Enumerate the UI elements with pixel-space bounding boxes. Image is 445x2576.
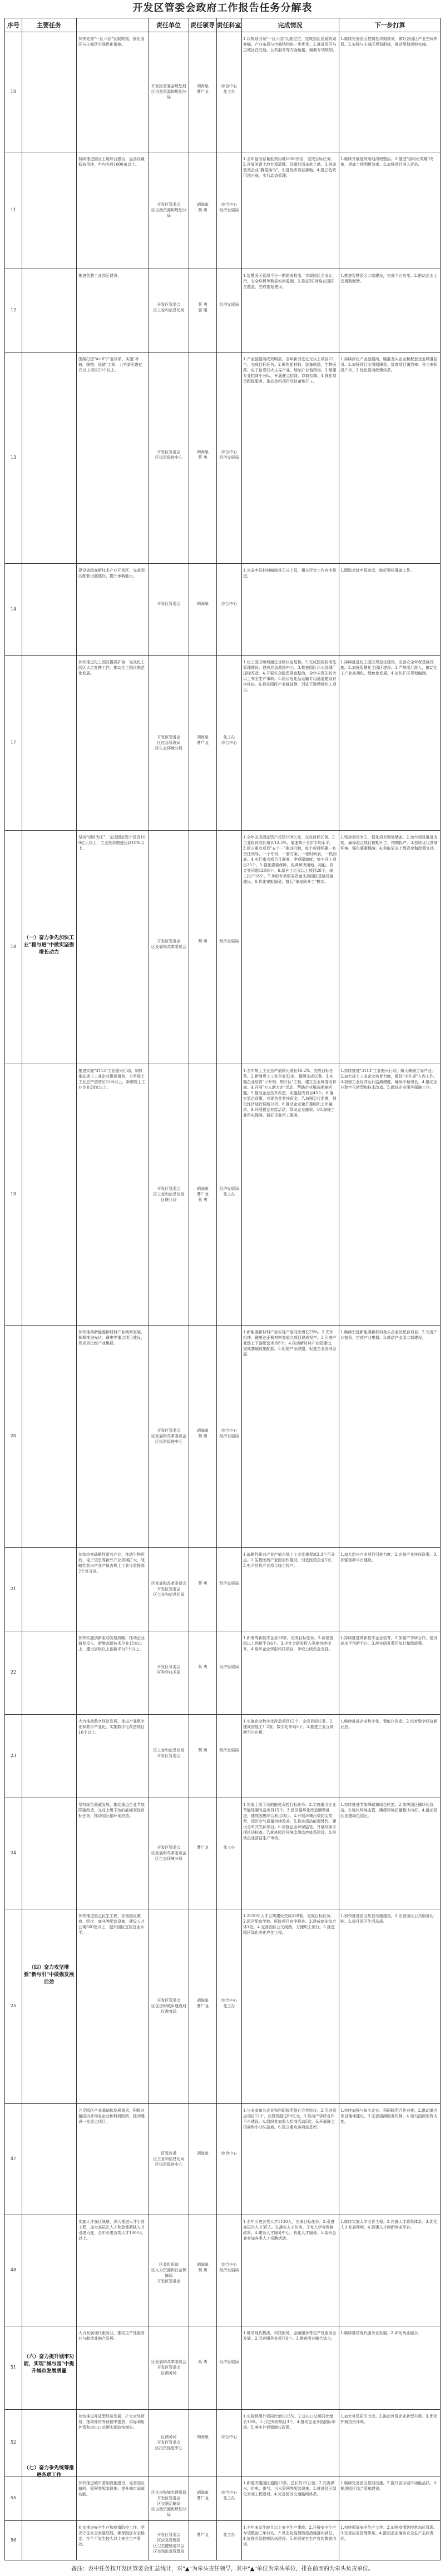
row-unit: 区住房和城乡建设局 开发区管委会 区交通运输局 区自然资源和规划分局 — [151, 2490, 186, 2517]
row-unit: 开发区管委会 区发展和改革委员会 区生态环境分局 — [151, 1845, 186, 1861]
row-next: 1.持续深化产业链招商，瞄准龙头企业和配套企业精准招引。2.加强项目全周期服务，提高项目履约率、开工率和投产率。3.优化招商政策体系。 — [340, 357, 438, 373]
row-task: 实施人才强区战略，深入推进人才引育工程，加大高层次人才和急需紧缺人才引进力度，全年引进各类人才1000人以上。 — [78, 2220, 145, 2241]
row-unit: 开发区管委会 区应急管理局 区卫生健康委员会 区市场监督管理局 — [153, 2532, 185, 2554]
row-task: 扎实推进安全生产和疫情防控工作，坚决守住安全发展底线，确保园区安全稳定，全年不发生较大以上安全生产事故。 — [78, 2525, 145, 2547]
row-dept: 化工办 综合中心 — [221, 734, 237, 745]
row-seq: 56 — [10, 2537, 17, 2543]
row-next: 1.继续推动现代服务业发展。2.深化两业融合。 — [340, 2331, 422, 2335]
row-unit: 开发区管委会 区科学技术局 — [157, 1665, 181, 1675]
row-unit: 开发区管委会 区发展和改革委员会 — [151, 939, 186, 949]
header-task: 主要任务 — [37, 22, 61, 29]
row-task: 加快推动新能源新材料产业集聚发展，积极推进光伏、锂电等重点项目建设，形成百亿级产业集群。 — [78, 1330, 145, 1346]
row-seq: 11 — [10, 207, 17, 212]
row-lead: 胡海泉 蔡 勇 — [197, 2262, 209, 2272]
row-seq: 18 — [10, 944, 17, 949]
row-dept: 综合中心 化工办 — [221, 2490, 237, 2500]
row-dept: 综合中心 — [221, 2151, 237, 2156]
row-seq: 17 — [10, 739, 17, 745]
row-divider — [5, 1714, 440, 1715]
row-divider — [5, 830, 440, 831]
row-status: 1.以规划引领"一区六园"功能定位，完成园区发展规划修编，产业布局与空间结构进一步优化。2.推进园区与主城区在交通、公共服务等方面衔接，编制专项规划。 — [243, 37, 337, 52]
row-task: 推进智慧工业园区建设。 — [78, 274, 121, 278]
row-status: 1.智慧园区管理平台一期建成投用，实现园区企业运行、安全环保等数据实时监测。2.推进5G网络在园区全覆盖，完成基站建设。 — [243, 274, 334, 289]
row-task: 加快推进化工园区提质扩容，完成化工园区认定复核工作，推动化工园区规范化发展。 — [78, 660, 145, 676]
row-unit: 开发区管委会 区应急管理局 区生态环境分局 — [155, 734, 182, 751]
page-title: 开发区管委会政府工作报告任务分解表 — [132, 2, 313, 14]
row-task: 加快实施创新驱动发展战略，推动企业研发投入，新增高新技术企业15家以上，建设省级以上创新平台5个以上。 — [78, 1636, 145, 1651]
row-status: 1.新建改建园区道路12条，总长约25公里。2.完善供水、供电、供气、污水管网等配套设施。3.推进园区绿化景观工程建设。4.完善园区交通路网体系。 — [243, 2481, 337, 2496]
row-seq: 51 — [10, 2365, 17, 2370]
row-unit: 开发区管委会 区工业和信息化局 — [153, 302, 185, 312]
row-dept: 综合中心 经济发展局 — [219, 450, 239, 460]
row-next: 1.跟踪对接申报进度，做好迎检准备工作。 — [340, 568, 414, 573]
row-seq: 24 — [10, 1850, 17, 1855]
row-status: 1.推动现代物流、科技服务、金融服务等生产性服务业发展。2.引进服务业项目6个。3.推进两业融合试点。 — [243, 2331, 337, 2341]
row-divider — [5, 352, 440, 353]
row-lead: 胡海泉 曹广龙 蔡 勇 — [197, 1187, 209, 1202]
row-status: 1.新能源新材料产业实现产值同比增长25%。2.光伏组件、锂电池正极材料等重点项目建成投产。3.引进产业链上下游配套项目8个。4.推动新材料产业园建设，完成基础设施配套。5.组建产业联盟，促进企业协同发展。 — [243, 1330, 337, 1357]
row-task: 推进实施"3113"工业振兴行动，加快推动规上工业企业提质增效，力争规上工业总产值增长15%以上，新增规上工业企业30家以上。 — [78, 1069, 146, 1090]
row-lead: 胡海泉 曹广龙 — [197, 2490, 209, 2500]
row-task: 建设省级高新技术产业开发区，完善园区配套设施建设，提升承载能力。 — [78, 568, 145, 578]
row-next: 1.加大外资招引力度。2.推动外贸企业转型升级。3.优化外商投资环境。 — [340, 2414, 438, 2424]
header-seq: 序号 — [7, 22, 19, 29]
row-dept: 化工办 — [223, 1845, 235, 1850]
row-task: 坚持绿色低碳发展，推动重点企业节能降碳改造，完成上级下达的能耗双控目标任务，推动园区循环化改造。 — [78, 1803, 145, 1818]
row-divider — [5, 2520, 440, 2521]
row-unit: 区商务局 开发区管委会 区投资促进中心 — [155, 2435, 182, 2450]
row-lead: 蔡 勇 郭 刚 — [198, 302, 207, 312]
row-next: 1.继续推进企业数字化、智能化改造。2.培育数字经济新业态。 — [340, 1719, 438, 1729]
row-status: 1.与多家知名企业和科研院所签订合作协议。2.引进重点项目12个，总投资超过80亿元。3.推动产学研合作平台建设。4.组织参加重大招商活动5次。5.开展驻点招商和小分队招商。6.建立重点客商信息库。 — [243, 2108, 337, 2130]
row-divider — [5, 2409, 440, 2410]
header-dept: 责任科室 — [216, 22, 241, 29]
row-dept: 经济发展局 化工办 — [219, 1187, 239, 1197]
row-dept: 经济发展局 — [219, 1665, 239, 1669]
row-lead: 胡海泉 蔡 勇 — [197, 450, 209, 460]
column-divider — [76, 18, 77, 2560]
row-status: 1.战略性新兴产业产值占规上工业比重提高2.3个百分点。2.生物医药产业园加快建设，引进医药企业5家。3.电子信息产业项目竣工投产。 — [243, 1552, 335, 1568]
row-dept: 化工办 — [223, 2532, 235, 2537]
row-unit: 区工业和信息化局 开发区管委会 — [153, 1748, 185, 1758]
row-task: 加快完善"一区六园"发展规划，强化园区与主城区空间优化衔接。 — [78, 37, 145, 47]
row-task: 立足园区产业基础和发展需求，积极对接国内外知名企业和科研院所，推动建设一批重点项目。 — [78, 2108, 145, 2124]
header-status: 完成情况 — [278, 22, 303, 29]
row-unit: 开发区管委会 区投资促进中心 — [155, 450, 182, 460]
row-task: 加快推进开放型经济发展，扩大对外贸易，推动外资外贸稳中提质，实际利用外资和进出口总额实现较快增长。 — [78, 2414, 145, 2430]
row-next: 1.持续推进"3113"工业振兴行动，做大做强主导产业。2.加大规上工业企业培育力度，做好"小升规"入库工作。3.加强工业经济运行监测调度，确保平稳增长。4.推动企业数字化转型和技术改造。5.做好企业服务保障工作。 — [340, 1069, 438, 1090]
row-status: 1.全年盘活存量低效用地1000余亩，完成目标任务。2.开展闲置土地专项清理，处置批而未供土地。3.推动低效企业"腾笼换鸟"，引进优质项目落地。4.建立低效用地台账，实行动态管理。 — [243, 157, 337, 178]
row-dept: 综合中心 化工办 — [221, 84, 237, 94]
row-next: 1.继续实施人才引育工程。2.完善人才政策体系。3.优化人才发展环境。4.搭建人才创新创业平台。 — [340, 2220, 438, 2230]
row-dept: 综合中心 经济发展局 — [219, 1428, 239, 1438]
group-label: （四）奋力攻坚增强"新与引"中做强发展后劲 — [23, 1965, 75, 1985]
row-lead: 胡海泉 曹广龙 — [197, 1998, 209, 2008]
row-seq: 20 — [10, 1433, 17, 1438]
column-divider — [241, 18, 242, 2560]
row-task: 加快培育战略性新兴产业，推动生物医药、电子信息等新兴产业规模扩大，战略性新兴产业产值占规上工业比重提高2个百分点。 — [78, 1552, 145, 1574]
row-unit: 开发区管委会规划局 区自然资源和规划分局 — [151, 84, 186, 100]
row-status: 1.化工园区顺利通过省级认定复核。2.完成园区封闭化管理建设，建成应急救援中心。3.推进园区污水处理厂提标改造。4.开展安全隐患排查整治，全年未发生较大以上安全生产事故。5.园区危化品运输专用通道建设有序推进。6.推进园区产业链延伸，引进下游精细化工项目。 — [243, 660, 337, 692]
footnote: 备注：表中任务按开发区管委会汇总统计，对"▲"为牵头责任领导，其中"▲"单位为牵头单位，排在前面的为牵头负责单位。 — [71, 2566, 374, 2572]
row-task: 围绕打造"4+X"产业体系，实施"补链、强链、延链"工程，力争新引进亿元以上项目20个以上。 — [78, 357, 143, 373]
row-seq: 21 — [10, 1586, 17, 1591]
row-lead: 蔡 勇 — [198, 1581, 207, 1586]
row-next: 1.坚持项目为王，强化项目谋划储备。2.加大项目推进力度，确保重点项目按期开工、按期投产。3.持续优化营商环境，强化要素保障。4.争取更多上级资金和政策支持。 — [340, 835, 438, 851]
row-task: 加快推进城市基础设施建设，完善园区路网、管网等配套设施，提升城市承载功能。 — [78, 2481, 145, 2496]
row-task: 持续推进园区土地综合整治，盘活存量低效用地，年内完成1000亩以上。 — [78, 157, 145, 167]
row-status: 1.实际利用外资同比增长15%。2.进出口总额同比增长18%。3.引进外资项目3个。4.推动企业开拓国际市场。5.落实外贸稳增长政策。 — [243, 2414, 336, 2430]
row-next: 1.持续抓好安全生产工作。2.加强疫情防控常态化管理。3.完善应急管理体系。4.推动企业落实安全生产主体责任。 — [340, 2525, 438, 2541]
row-dept: 经济发展局 — [219, 1748, 239, 1753]
task-table — [4, 18, 441, 2560]
row-unit: 开发区管委会 — [157, 601, 181, 606]
row-status: 1.新增高新技术企业18家，完成目标任务。2.新建省级以上创新平台6个。3.全社会研发投入强度持续提升。4.组织企业申报科技项目，争取上级资金支持。 — [243, 1636, 334, 1651]
column-divider — [216, 18, 217, 2560]
row-dept: 经济发展局 — [219, 2360, 239, 2364]
row-unit: 区发展和改革委员会 开发区管委会 区商务局 — [151, 2360, 186, 2375]
row-unit: 区委组织部 区人力资源和社会保障局 开发区管委会 — [151, 2262, 186, 2284]
row-lead: 蔡 勇 — [198, 1748, 207, 1753]
row-lead: 胡海泉 曹广龙 — [197, 734, 209, 745]
header-unit: 责任单位 — [156, 22, 181, 29]
row-seq: 47 — [10, 2156, 17, 2161]
row-status: 1.全年规上工业总产值同比增长16.2%，完成目标任务。2.新增规上工业企业32家，超额完成任务。3.实施企业培育"小升规、规升巨"工程，建立企业梯度培育库。4.开展"万人助万企"活动，帮助企业解决困难问题。5.推动企业技术改造，实施技改项目45个。6.落实惠企政策，兑现各类奖补资金。7.加强运行监测，强化经济运行调度分析。8.推动企业兼并重组和上市融资。9.开展银企对接活动，帮助企业融资。10.加强工业用电保障，做好企业用工服务。 — [243, 1069, 337, 1118]
row-task: 大力发展现代服务业，推动生产性服务业与制造业融合发展。 — [78, 2331, 145, 2341]
row-lead: 蔡 勇 — [198, 2360, 207, 2364]
row-next: 1.推进智慧园区二期建设，完善平台功能。2.推动企业上云用数赋智。 — [340, 274, 438, 284]
row-lead: 胡海泉 — [197, 601, 209, 606]
row-seq: 48 — [10, 2267, 17, 2272]
row-unit: 开发区管委会 区发展和改革委员会 区投资促进中心 — [151, 1428, 186, 1444]
row-next: 1.继续开展低效用地清理整治。2.推进"亩均论英雄"改革，提高土地利用效率。3.加强项目准入评估。 — [340, 157, 433, 167]
row-next: 1.加大新兴产业项目引进力度。2.完善产业扶持政策。3.加强创新平台建设。 — [340, 1552, 438, 1562]
group-label: （七）奋力争先统筹推进各项工作 — [23, 2465, 74, 2478]
row-status: 1.全年未发生较大以上安全生产事故。2.开展安全生产专项整治三年行动。3.常态化疫情防控措施落实到位。4.加强应急救援队伍建设。5.开展安全生产宣传教育培训。 — [243, 2525, 337, 2547]
row-lead: 胡海泉 曹广龙 — [197, 84, 209, 94]
row-seq: 19 — [10, 1192, 17, 1197]
row-next: 1.持续加强与知名企业、科研院所合作对接。2.推动重点项目落地建设。3.完善招商服务机制。4.加大招商引资力度。 — [340, 2108, 438, 2124]
row-lead: 曹广龙 — [197, 2532, 209, 2537]
row-task: 加快推进重点民生工程，完善园区教育、医疗、商业等配套设施，建设人才公寓500套以上，提升园区宜居宜业水平。 — [78, 1914, 145, 1935]
row-lead: 胡海泉 蔡 勇 — [197, 1428, 209, 1438]
row-status: 1.全年完成固定资产投资108亿元，完成目标任务。2.工业投资同比增长12.5%，增速高于全市平均水平。3.建立重点项目"五个一"推进机制，每个项目明确一名责任领导、一个专班、一套方案、一张时间表、一抓到底。4.实行重点项目月调度、季观摩制度，集中开工项目35个。5.强化要素保障，协调解决用地、用能、资金等问题120余个。6.新开工亿元以上项目28个，竣工投产18个。7.争取专项债券资金支持园区基础设施建设。8.优化审批服务，推行"拿地即开工"模式。 — [243, 835, 337, 884]
header-next: 下一步打算 — [374, 22, 406, 29]
row-status: 1.完成申报材料编制并正式上报，相关评审工作有序推进。 — [243, 568, 337, 578]
group-label: （一）奋力争先加快工业"稳与进"中做实坚强增长动力 — [23, 935, 75, 955]
row-status: 1.2020年人才公寓建设完成520套，完成目标任务。2.园区配套学校、医院项目有序推进。3.建成商业综合体1处。4.完善园区公交线路，方便职工出行。5.推进园区绿化美化亮化工程。 — [243, 1914, 337, 1935]
row-lead: 胡海泉 — [197, 2151, 209, 2156]
row-unit: 开发区管委会 区自然资源和规划分局 — [151, 202, 186, 218]
row-dept: 综合中心 化工办 — [221, 1998, 237, 2008]
row-status: 1.全年引进各类人才1120人，完成目标任务。2.引进高层次人才35人。3.落实人才住房、子女入学等保障政策。4.建设人才服务中心，优化人才服务。5.组织企业参加各类人才招聘活动。 — [243, 2220, 337, 2241]
row-next: 1.持续推进高新技术企业培育。2.加强产学研合作，建设高水平创新平台。3.落实研发费用加计扣除政策。 — [340, 1636, 438, 1646]
row-seq: 25 — [10, 2003, 17, 2008]
row-seq: 10 — [10, 89, 17, 94]
row-task: 坚持"项目为王"，完成固定资产投资100亿元以上，工业投资增速达到10%以上。 — [78, 835, 146, 851]
row-lead: 曹广龙 — [197, 1845, 209, 1850]
row-task: 大力推动数字经济发展，推进产业数字化和数字产业化，实施数字化改造项目10个以上。 — [78, 1719, 145, 1735]
row-divider — [5, 563, 440, 564]
row-next: 1.持续推进化工园区规范化建设，完善安全环保基础设施。2.加强智慧化工园区建设。3.严格项目准入，推动化工产业高端化、绿色化发展。4.加快扩区规划编制。 — [340, 660, 438, 676]
row-lead: 胡海泉 — [197, 2435, 209, 2439]
row-lead: 蔡 勇 — [198, 939, 207, 944]
row-lead: 胡海泉 蔡 勇 — [197, 202, 209, 212]
row-next: 1.继续引进新能源新材料龙头企业及配套项目。2.完善产业链条，打造产业集群。3.推动产业园二期建设。 — [340, 1330, 438, 1340]
row-seq: 55 — [10, 2495, 17, 2500]
row-dept: 经济发展局 — [219, 939, 239, 944]
row-seq: 22 — [10, 1670, 17, 1675]
row-dept: 综合中心 — [221, 2435, 237, 2439]
header-lead: 责任领导 — [190, 22, 215, 29]
row-dept: 综合中心 经济发展局 — [219, 202, 239, 212]
row-divider — [5, 1325, 440, 1326]
row-seq: 12 — [10, 307, 17, 312]
row-unit: 区发展和改革委员会 开发区管委会 区工业和信息化局 — [151, 1581, 186, 1597]
row-next: 1.继续完善园区基础设施。2.提升园区城市功能品质。3.推进园区综合管廊建设。 — [340, 2481, 438, 2491]
row-next: 1.加快推进园区配套设施建设。2.完善园区公共服务功能。3.提升园区生活品质。 — [340, 1914, 434, 1924]
row-status: 1.完成上级下达的能耗双控目标任务。2.实施重点企业节能降碳改造项目15个。3.园区循环化改造顺利推进，建成固废综合利用项目。4.开展环境污染防治攻坚，园区空气质量持续改善。5.推进清洁能源替代，建设分布式光伏项目。6.加强企业环保监管，开展环保专项执法检查。7.推进园区环境监测监控体系建设。8.推动企业清洁生产审核。 — [243, 1803, 337, 1840]
row-seq: 14 — [10, 606, 17, 612]
row-next: 1.持续推进节能降碳和绿色转型。2.加快园区循环化改造。3.强化环境监管，确保环境质量稳中向好。4.推动园区创建绿色园区。 — [340, 1803, 438, 1818]
row-status: 1.实施企业数字化改造项目12个，完成目标任务。2.建成智能工厂2家、数字化车间5个。3.推进工业互联网平台应用。 — [243, 1719, 334, 1735]
row-divider — [5, 1547, 440, 1548]
row-unit: 开发区管委会 区工业和信息化局 区统计局 — [153, 1187, 185, 1202]
row-unit: 区发改委 区工业和信息化局 区投资促进中心 — [153, 2151, 185, 2167]
row-dept: 经济发展局 — [219, 1581, 239, 1586]
row-status: 1.产业链招商成效明显，全年新引进亿元以上项目22个，完成目标任务。2.聚焦新材料、装备制造、生物医药、电子信息四大主导产业，绘制产业链图谱。3.组建专业招商小分队，开展驻点招商、以商招商。4.强化项目跟踪服务，推动签约项目尽快落地开工。 — [243, 357, 337, 384]
row-dept: 综合中心 — [221, 601, 237, 606]
row-divider — [5, 2103, 440, 2104]
row-next: 1.继续完善园区控制性详细规划，做好各园区产业空间布局。2.加强与主城区规划衔接，推动规划落地实施。 — [340, 37, 438, 47]
group-label: （六）奋力提升城市功能，实现"城与园"中提升城市发展质量 — [23, 2354, 75, 2374]
row-unit: 开发区管委会 区住房和城乡建设局 区教育局 — [151, 1998, 186, 2014]
row-seq: 52 — [10, 2440, 17, 2445]
row-lead: 蔡 勇 — [198, 1665, 207, 1669]
row-dept: 综合中心 经济发展局 — [219, 2262, 239, 2272]
row-seq: 13 — [10, 455, 17, 460]
row-dept: 经济发展局 — [219, 302, 239, 307]
row-seq: 23 — [10, 1753, 17, 1758]
row-divider — [5, 655, 440, 656]
